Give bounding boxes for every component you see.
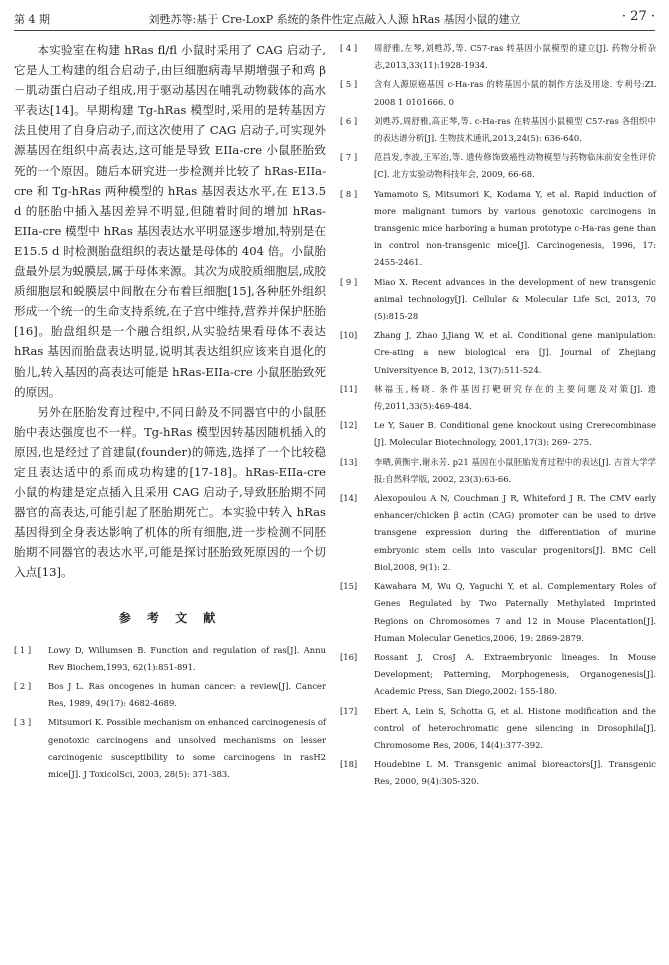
reference-number: [ 2 ] — [14, 680, 32, 691]
reference-text: Ebert A, Lein S, Schotta G, et al. Histone modification and the control of heterochromatic gene silencing in Drosophila[J]. Chromosome Res, 2006, 14(4):377-392. — [374, 705, 656, 750]
reference-text: Bos J L. Ras oncogenes in human cancer: a review[J]. Cancer Res, 1989, 49(17): 4682-4689. — [48, 680, 326, 709]
reference-number: [ 6 ] — [340, 115, 358, 126]
reference-text: 范昌发,李波,王军治,等. 遗传修饰致癌性动物模型与药物临床前安全性评价[C]. 北方实验动物科技年会, 2009, 66-68. — [374, 152, 656, 180]
reference-item — [340, 578, 656, 647]
reference-number: [ 7 ] — [340, 152, 358, 163]
reference-item — [340, 454, 656, 488]
reference-text: Zhang J, Zhao J,Jiang W, et al. Conditional gene manipulation: Cre-ating a new biological era [J]. Journal of Zhejiang Universityence B, 2012, 13(7):511-524. — [374, 330, 656, 375]
reference-number: [11] — [340, 383, 358, 394]
reference-item — [340, 381, 656, 415]
reference-text: Kawahara M, Wu Q, Yaguchi Y, et al. Complementary Roles of Genes Regulated by Two Paternally Methylated Imprinted Regions on Chromosomes 7 and 12 in Mouse Placentation[J]. Human Molecular Genetics,2006, 19: 2869-2879. — [374, 581, 656, 643]
reference-text: Yamamoto S, Mitsumori K, Kodama Y, et al. Rapid induction of more malignant tumors by various genotoxic carcinogens in transgenic mice harboring a human prototype c-Ha-ras gene than in control non-transgenic mice[J]. Carcinogenesis, 1996, 17: 2455-2461. — [374, 188, 656, 268]
reference-text: 周舒雅,左琴,刘甦苏,等. C57-ras 转基因小鼠模型的建立[J]. 药物分析杂志,2013,33(11):1928-1934. — [374, 43, 656, 71]
reference-item — [340, 274, 656, 326]
reference-text: Rossant J, CrosJ A. Extraembryonic lineages. In Mouse Development; Patterning, Morphogenesis, Organogenesis[J]. Academic Press, San Diego,2002: 155-180. — [374, 651, 656, 697]
reference-number: [16] — [340, 651, 358, 662]
body-paragraph-2: 另外在胚胎发育过程中,不同日龄及不同器官中的小鼠胚胎中表达强度也不一样。Tg-hRas 模型因转基因随机插入的原因,也是经过了首建鼠(founder)的筛选,选择了一个比较稳定且表达适中的系而成功构建的[17-18]。hRas-EIIa-cre 小鼠的构建是定点插入且采用 CAG 启动子,导致胚胎期不同器官的高表达,可能引起了胚胎期死亡。本实验中转入 hRas 基因得到全身表达影响了机体的所有细胞,进一步检测不同胚胎期不同器官的表达水平,可能是探讨胚胎致死原因的一个切入点[13]。 — [14, 404, 326, 580]
reference-item — [14, 678, 326, 712]
reference-text: Lowy D, Willumsen B. Function and regulation of ras[J]. Annu Rev Biochem,1993, 62(1):851-891. — [48, 644, 326, 672]
reference-number: [10] — [340, 330, 358, 341]
running-title: 刘甦苏等:基于 Cre-LoxP 系统的条件性定点敲入人源 hRas 基因小鼠的建立 — [148, 13, 521, 26]
reference-item — [340, 186, 656, 272]
issue-number: 第 4 期 — [14, 13, 50, 26]
reference-number: [ 5 ] — [340, 79, 358, 90]
reference-number: [14] — [340, 493, 358, 504]
reference-text: Miao X. Recent advances in the development of new transgenic animal technology[J]. Cellular & Molecular Life Sci, 2013, 70 (5):815-28 — [374, 276, 656, 322]
reference-number: [13] — [340, 456, 358, 467]
reference-number: [18] — [340, 759, 358, 770]
reference-text: 李晒,黄衡宇,谢永芳. p21 基因在小鼠胚胎发育过程中的表达[J]. 吉首大学学报:自然科学版, 2002, 23(3):63-66. — [374, 456, 656, 484]
reference-item — [340, 649, 656, 701]
reference-item — [340, 490, 656, 576]
reference-number: [ 8 ] — [340, 188, 358, 199]
reference-item — [340, 40, 656, 74]
right-column — [340, 40, 656, 793]
reference-number: [12] — [340, 420, 358, 431]
reference-item — [340, 703, 656, 755]
reference-number: [15] — [340, 581, 358, 592]
reference-item — [14, 642, 326, 676]
reference-text: 林福玉,杨晓. 条件基因打靶研究存在的主要问题及对策[J]. 遗传,2011,33(5):469-484. — [374, 383, 656, 412]
running-header — [14, 8, 655, 31]
references-heading: 参 考 文 献 — [118, 610, 222, 625]
reference-text: Houdebine L M. Transgenic animal bioreactors[J]. Transgenic Res, 2000, 9(4):305-320. — [374, 759, 656, 787]
reference-text: Le Y, Sauer B. Conditional gene knockout using Crerecombinase [J]. Molecular Biotechnology, 2001,17(3): 269- 275. — [374, 420, 656, 448]
reference-text: Mitsumori K. Possible mechanism on enhanced carcinogenesis of genotoxic carcinogens and unsolved mechanisms on lesser carcinogenic susceptibility to some carcinogens in rasH2 mice[J]. J ToxicolSci, 2003, 28(5): 371-383. — [48, 717, 326, 779]
reference-item — [340, 756, 656, 790]
reference-number: [ 9 ] — [340, 276, 358, 287]
reference-item — [340, 149, 656, 183]
reference-text: Alexopoulou A N, Couchman J R, Whiteford J R. The CMV early enhancer/chicken β actin (CAG) promoter can be used to drive transgene expression during the differentiation of murine embryonic stem cells into vascular progenitors[J]. BMC Cell Biol,2008, 9(1): 2. — [374, 493, 656, 572]
reference-item — [340, 76, 656, 110]
reference-text: 含有人源原癌基因 c-Ha-ras 的转基因小鼠的制作方法及用途. 专利号:ZL 2008 1 0101666. 0 — [374, 79, 656, 107]
reference-number: [ 1 ] — [14, 644, 32, 655]
reference-item — [340, 417, 656, 451]
reference-number: [ 3 ] — [14, 717, 32, 728]
page-number: · 27 · — [621, 9, 655, 24]
reference-item — [14, 714, 326, 783]
reference-number: [ 4 ] — [340, 43, 358, 53]
reference-item — [340, 113, 656, 147]
body-paragraph-1: 本实验室在构建 hRas fl/fl 小鼠时采用了 CAG 启动子,它是人工构建的组合启动子,由巨细胞病毒早期增强子和鸡 β－肌动蛋白启动子组成,用于驱动基因在哺乳动物载体的高水平表达[14]。早期构建 Tg-hRas 模型时,采用的是转基因方法且使用了自身启动子,而这次使用了 CAG 启动子,可实现外源基因在组织中高表达,这可能是导致 EIIa-cre 小鼠胚胎致死的一个原因。随后本研究进一步检测并比较了 hRas-EIIa-cre 和 Tg-hRas 两种模型的 hRas 基因表达水平,在 E13.5 d 的胚胎中插入基因差异不明显,但随着时间的增加 hRas-EIIa-cre 模型中 hRas 基因表达水平明显逐步增加,特别是在 E15.5 d 时检测胎盘组织的表达量是母体的 404 倍。小鼠胎盘最外层为蜕膜层,属于母体来源。其次为成胶质细胞层,成胶质细胞层和蜕膜层中间散在分布着巨细胞[15],各种胚外组织形成一个统一的生命支持系统,在子宫中维持,营养并保护胚胎[16]。胎盘组织是一个融合组织,从实验结果看母体不表达 hRas 基因而胎盘表达明显,说明其表达组织应该来自退化的胎儿,转入基因的高表达可能是 hRas-EIIa-cre 小鼠胚胎致死的原因。 — [14, 43, 326, 399]
reference-item — [340, 327, 656, 379]
reference-number: [17] — [340, 705, 358, 716]
left-column — [14, 40, 326, 785]
reference-text: 刘甦苏,周舒雅,高正琴,等. c-Ha-ras 在转基因小鼠模型 C57-ras 各组织中的表达谱分析[J]. 生物技术通讯,2013,24(5): 636-640. — [374, 115, 656, 144]
